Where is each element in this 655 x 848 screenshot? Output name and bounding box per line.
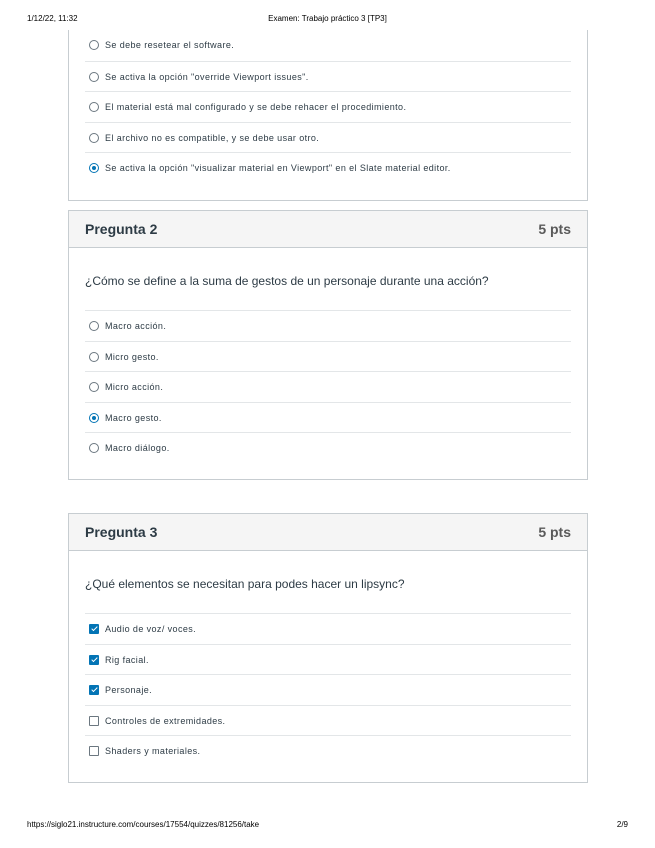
answer-label: Se activa la opción "override Viewport issues". xyxy=(105,71,309,82)
checkbox[interactable] xyxy=(89,746,99,756)
answer-label: Controles de extremidades. xyxy=(105,715,226,726)
answer-label: Micro acción. xyxy=(105,382,164,392)
answer-label: Se debe resetear el software. xyxy=(105,40,235,50)
print-url: https://siglo21.instructure.com/courses/17554/quizzes/81256/take xyxy=(27,820,260,829)
radio-button[interactable] xyxy=(89,133,99,143)
answer-option[interactable] xyxy=(85,674,571,705)
print-date: 1/12/22, 11:32 xyxy=(27,14,78,23)
answer-label: Rig facial. xyxy=(105,654,149,665)
answer-option[interactable] xyxy=(85,152,571,183)
print-page-title: Examen: Trabajo práctico 3 [TP3] xyxy=(268,14,387,23)
question-points: 5 pts xyxy=(538,221,571,237)
answer-option[interactable] xyxy=(85,341,571,372)
answer-list xyxy=(85,30,571,183)
answer-option[interactable] xyxy=(85,371,571,402)
radio-button[interactable] xyxy=(89,40,99,50)
answer-option[interactable] xyxy=(85,91,571,122)
answer-list xyxy=(85,613,571,766)
radio-button[interactable] xyxy=(89,72,99,82)
print-footer xyxy=(27,820,628,834)
question-header xyxy=(69,211,587,248)
print-header xyxy=(27,14,628,28)
answer-option[interactable] xyxy=(85,310,571,341)
answer-option[interactable] xyxy=(85,402,571,433)
answer-label: Personaje. xyxy=(105,685,153,695)
radio-button[interactable] xyxy=(89,413,99,423)
answer-option[interactable] xyxy=(85,644,571,675)
answer-label: Macro gesto. xyxy=(105,412,162,423)
answer-label: Micro gesto. xyxy=(105,351,159,362)
answer-option[interactable] xyxy=(85,735,571,766)
question-title: Pregunta 3 xyxy=(85,524,158,540)
question-1-continued xyxy=(68,30,588,201)
answer-list xyxy=(85,310,571,463)
answer-label: El material está mal configurado y se debe rehacer el procedimiento. xyxy=(105,102,407,112)
answer-label: Audio de voz/ voces. xyxy=(105,624,197,634)
checkbox[interactable] xyxy=(89,655,99,665)
question-points: 5 pts xyxy=(538,524,571,540)
checkbox[interactable] xyxy=(89,624,99,634)
question-3 xyxy=(68,513,588,783)
question-text: ¿Cómo se define a la suma de gestos de un personaje durante una acción? xyxy=(85,274,489,288)
checkbox[interactable] xyxy=(89,685,99,695)
answer-option[interactable] xyxy=(85,705,571,736)
radio-button[interactable] xyxy=(89,321,99,331)
answer-option[interactable] xyxy=(85,613,571,644)
question-text: ¿Qué elementos se necesitan para podes hacer un lipsync? xyxy=(85,577,405,591)
answer-option[interactable] xyxy=(85,432,571,463)
answer-label: Shaders y materiales. xyxy=(105,746,201,756)
radio-button[interactable] xyxy=(89,163,99,173)
answer-option[interactable] xyxy=(85,30,571,61)
radio-button[interactable] xyxy=(89,352,99,362)
answer-label: Macro acción. xyxy=(105,321,167,331)
radio-button[interactable] xyxy=(89,382,99,392)
answer-label: El archivo no es compatible, y se debe usar otro. xyxy=(105,132,320,143)
question-header xyxy=(69,514,587,551)
answer-label: Macro diálogo. xyxy=(105,443,170,453)
question-2 xyxy=(68,210,588,480)
answer-option[interactable] xyxy=(85,122,571,153)
radio-button[interactable] xyxy=(89,102,99,112)
answer-option[interactable] xyxy=(85,61,571,92)
answer-label: Se activa la opción "visualizar material en Viewport" en el Slate material editor. xyxy=(105,163,451,173)
checkbox[interactable] xyxy=(89,716,99,726)
question-title: Pregunta 2 xyxy=(85,221,158,237)
radio-button[interactable] xyxy=(89,443,99,453)
print-page-number: 2/9 xyxy=(616,820,628,829)
